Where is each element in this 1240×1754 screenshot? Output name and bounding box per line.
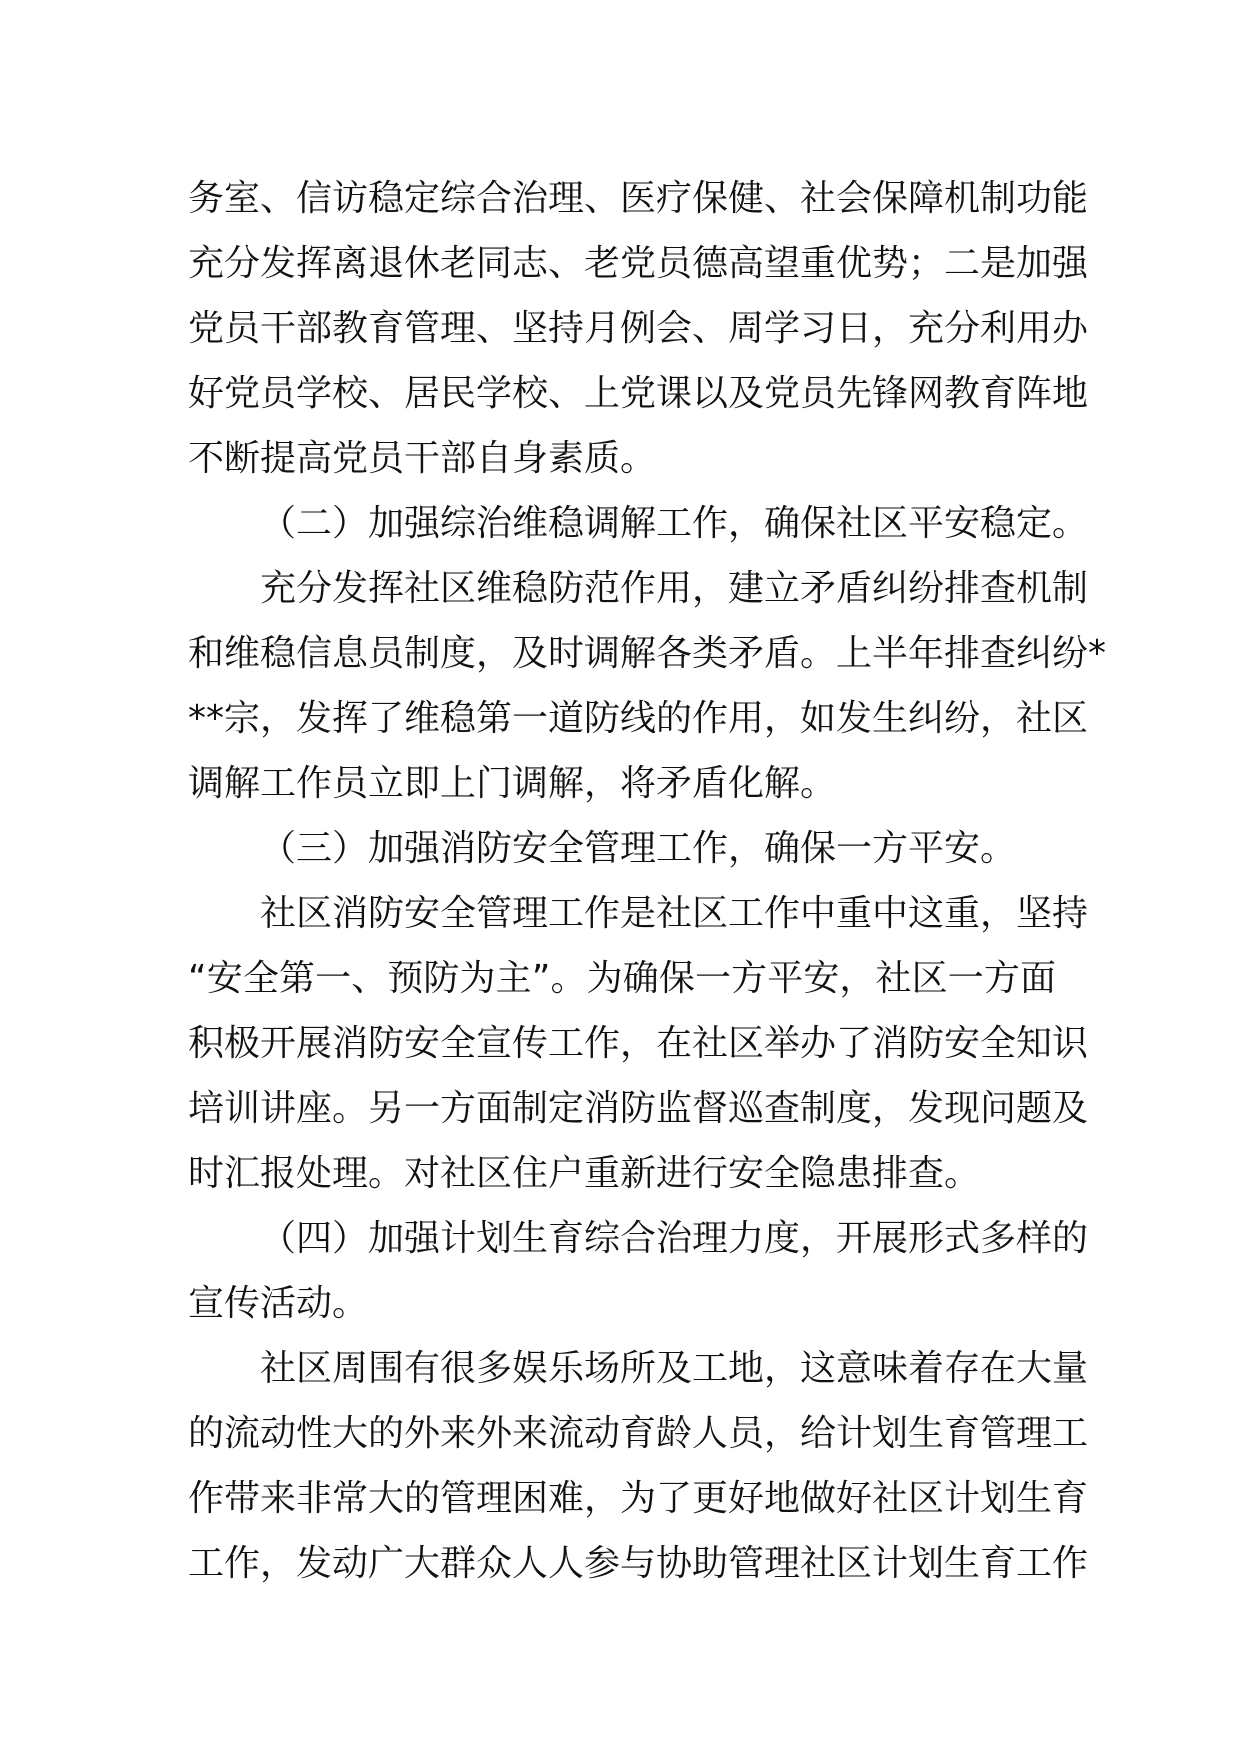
text-line: 和维稳信息员制度，及时调解各类矛盾。上半年排查纠纷*	[188, 633, 1107, 674]
text-line: 充分发挥离退休老同志、老党员德高望重优势；二是加强	[188, 243, 1089, 284]
text-line: 作带来非常大的管理困难，为了更好地做好社区计划生育	[188, 1478, 1089, 1519]
text-line: 好党员学校、居民学校、上党课以及党员先锋网教育阵地	[188, 373, 1089, 414]
text-line: 调解工作员立即上门调解，将矛盾化解。	[188, 763, 837, 804]
text-line: 培训讲座。另一方面制定消防监督巡查制度，发现问题及	[188, 1088, 1089, 1129]
text-line: 务室、信访稳定综合治理、医疗保健、社会保障机制功能	[188, 178, 1089, 219]
text-line: 社区周围有很多娱乐场所及工地，这意味着存在大量	[260, 1348, 1089, 1389]
text-line: 社区消防安全管理工作是社区工作中重中这重，坚持	[260, 893, 1089, 934]
section-heading: （三）加强消防安全管理工作，确保一方平安。	[260, 828, 1017, 869]
text-line: 充分发挥社区维稳防范作用，建立矛盾纠纷排查机制	[260, 568, 1089, 609]
section-heading-continuation: 宣传活动。	[188, 1283, 369, 1324]
text-line: 积极开展消防安全宣传工作，在社区举办了消防安全知识	[188, 1023, 1089, 1064]
text-line: 不断提高党员干部自身素质。	[188, 438, 657, 479]
section-heading: （二）加强综治维稳调解工作，确保社区平安稳定。	[260, 503, 1089, 544]
text-line: 工作，发动广大群众人人参与协助管理社区计划生育工作	[188, 1543, 1089, 1584]
text-line: **宗，发挥了维稳第一道防线的作用，如发生纠纷，社区	[188, 698, 1089, 739]
text-line: “安全第一、预防为主”。为确保一方平安，社区一方面	[188, 958, 1056, 999]
text-line: 的流动性大的外来外来流动育龄人员，给计划生育管理工	[188, 1413, 1089, 1454]
text-line: 时汇报处理。对社区住户重新进行安全隐患排查。	[188, 1153, 981, 1194]
text-line: 党员干部教育管理、坚持月例会、周学习日，充分利用办	[188, 308, 1089, 349]
body-text	[188, 166, 1107, 1596]
section-heading: （四）加强计划生育综合治理力度，开展形式多样的	[260, 1218, 1089, 1259]
